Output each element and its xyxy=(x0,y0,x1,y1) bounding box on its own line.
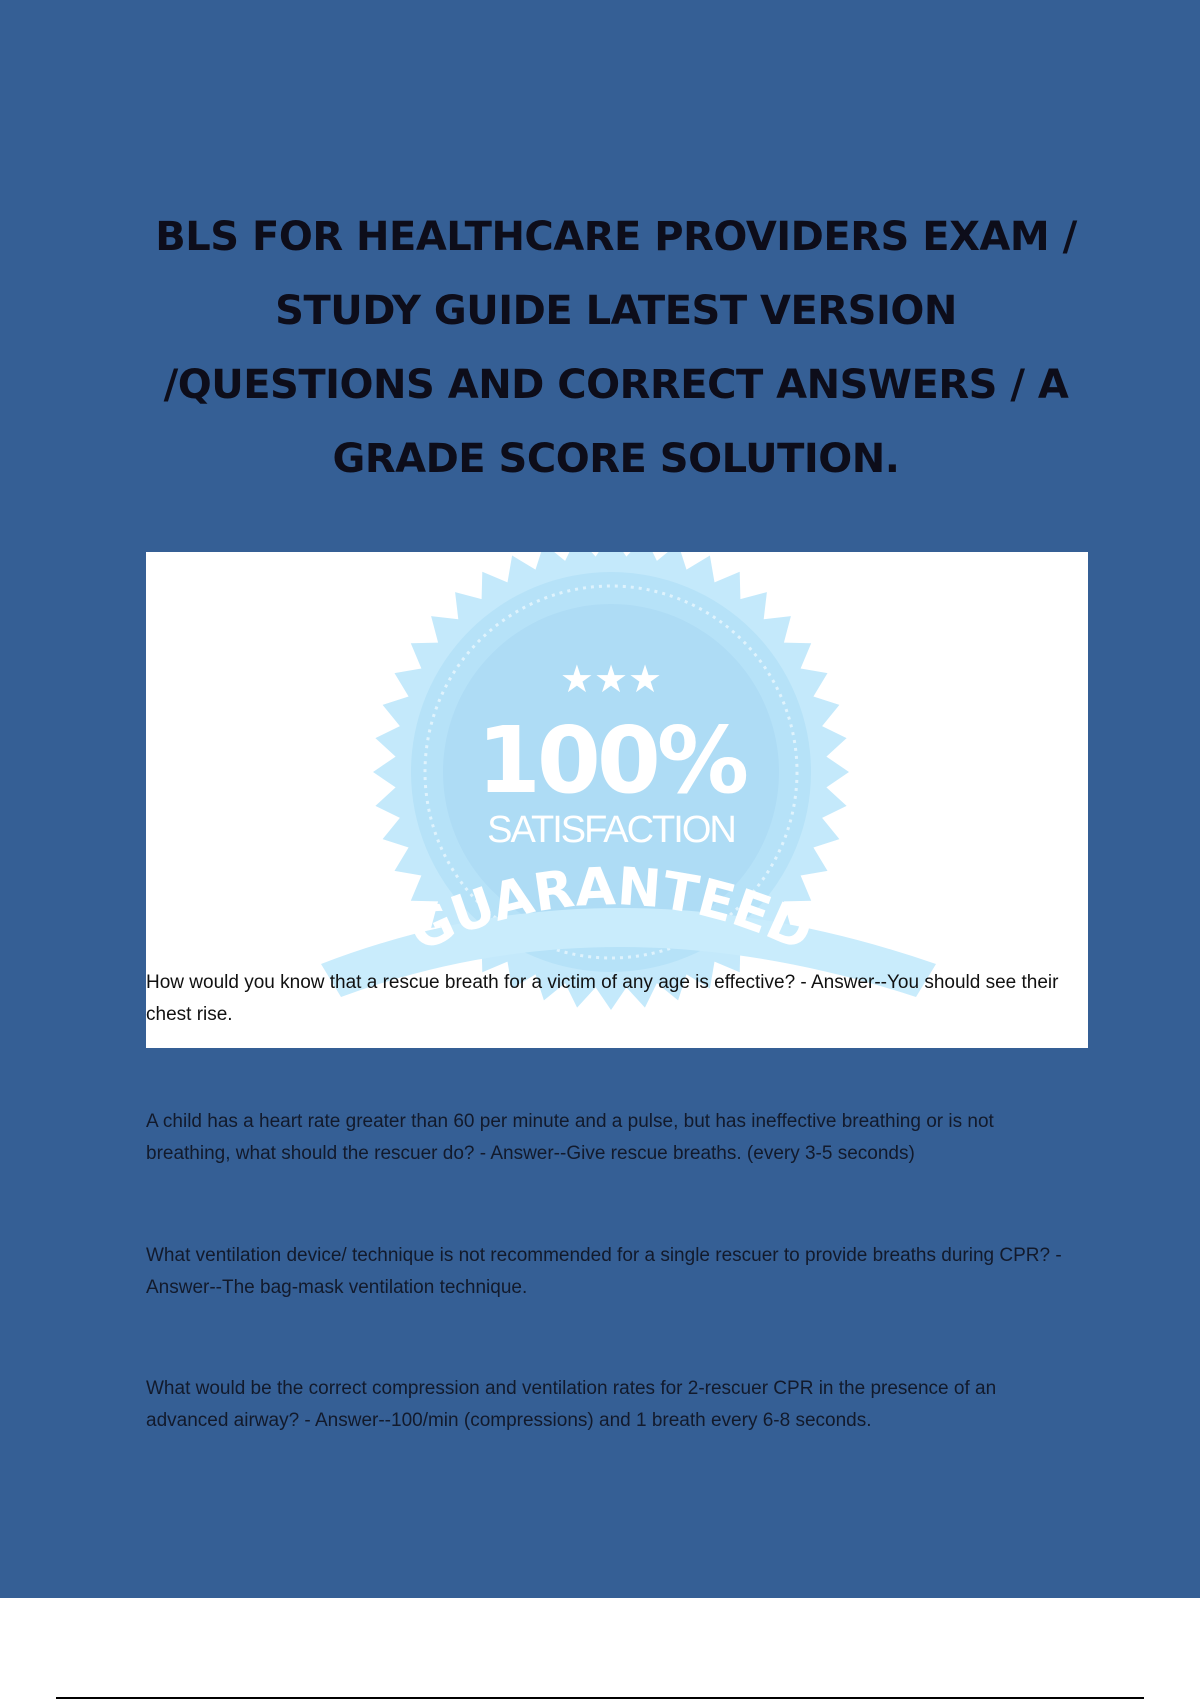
qa-item: How would you know that a rescue breath for a victim of any age is effective? - Answer--You should see their chest rise. xyxy=(146,972,1059,1025)
guarantee-image-box xyxy=(146,552,1088,1048)
document-title xyxy=(140,200,1092,496)
title-line: BLS FOR HEALTHCARE PROVIDERS EXAM / xyxy=(155,214,1077,260)
seal-percent: 100% xyxy=(476,707,746,814)
seal-guaranteed-text: GUARANTEED xyxy=(400,857,822,964)
title-line: STUDY GUIDE LATEST VERSION xyxy=(275,288,957,334)
title-line: GRADE SCORE SOLUTION. xyxy=(332,436,900,482)
seal-satisfaction: SATISFACTION xyxy=(487,809,735,851)
footer-rule xyxy=(56,1697,1144,1699)
qa-item: What ventilation device/ technique is not recommended for a single rescuer to provide breaths during CPR? - Answer--The bag-mask ventilation technique. xyxy=(146,1245,1062,1298)
qa-item: A child has a heart rate greater than 60 per minute and a pulse, but has ineffective breathing or is not breathing, what should the rescuer do? - Answer--Give rescue breaths. (every 3-5 seconds) xyxy=(146,1111,994,1164)
title-line: /QUESTIONS AND CORRECT ANSWERS / A xyxy=(163,362,1069,408)
seal-stars: ★★★ xyxy=(559,657,663,701)
qa-item: What would be the correct compression and ventilation rates for 2-rescuer CPR in the presence of an advanced airway? - Answer--100/min (compressions) and 1 breath every 6-8 seconds. xyxy=(146,1378,997,1431)
